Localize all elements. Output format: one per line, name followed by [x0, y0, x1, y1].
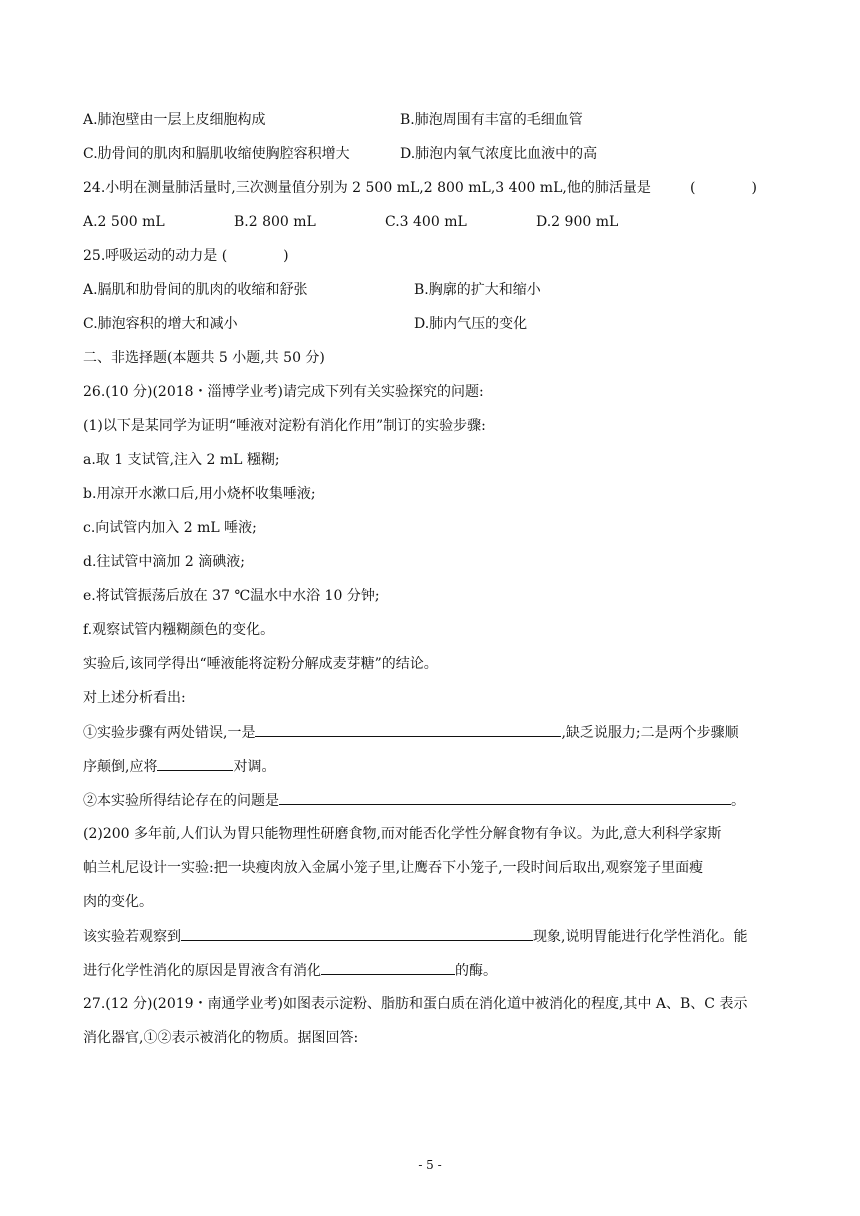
q24-option-b: B.2 800 mL — [234, 214, 316, 230]
q25-option-a: A.膈肌和肋骨间的肌肉的收缩和舒张 — [83, 282, 308, 298]
q26-part3-text-c: 进行化学性消化的原因是胃液含有消化 — [83, 963, 321, 979]
q26-step-a: a.取 1 支试管,注入 2 mL 糨糊; — [83, 452, 280, 468]
q26-analysis-intro: 对上述分析看出: — [83, 690, 186, 706]
q26-part1-intro: (1)以下是某同学为证明“唾液对淀粉有消化作用”制订的实验步骤: — [83, 418, 486, 434]
answer-blank-5[interactable] — [321, 960, 455, 975]
q23-option-a: A.肺泡壁由一层上皮细胞构成 — [83, 112, 266, 128]
answer-blank-3[interactable] — [279, 790, 731, 805]
q26-sub2-line — [83, 790, 745, 811]
q26-part3-text-a: 该实验若观察到 — [83, 929, 181, 945]
q26-step-d: d.往试管中滴加 2 滴碘液; — [83, 554, 245, 570]
q26-sub1-text-a: ①实验步骤有两处错误,一是 — [83, 725, 256, 741]
q26-step-c: c.向试管内加入 2 mL 唾液; — [83, 520, 257, 536]
q26-part2-line3: 肉的变化。 — [83, 894, 153, 910]
q26-conclusion: 实验后,该同学得出“唾液能将淀粉分解成麦芽糖”的结论。 — [83, 656, 438, 672]
q26-part3-line1 — [83, 926, 747, 947]
page-number: - 5 - — [418, 1158, 442, 1172]
q25-stem: 25.呼吸运动的动力是 ( ) — [83, 248, 289, 264]
q26-part3-text-b: 现象,说明胃能进行化学性消化。能 — [533, 929, 748, 945]
q26-sub1-text-c: 序颠倒,应将 — [83, 759, 158, 775]
q26-step-e: e.将试管振荡后放在 37 ℃温水中水浴 10 分钟; — [83, 588, 380, 604]
q25-option-b: B.胸廓的扩大和缩小 — [414, 282, 541, 298]
q23-option-d: D.肺泡内氧气浓度比血液中的高 — [400, 146, 598, 162]
q24-option-a: A.2 500 mL — [83, 214, 165, 230]
q25-option-d: D.肺内气压的变化 — [414, 316, 528, 332]
q26-step-f: f.观察试管内糨糊颜色的变化。 — [83, 622, 275, 638]
q26-part3-text-d: 的酶。 — [455, 963, 497, 979]
q25-option-c: C.肺泡容积的增大和减小 — [83, 316, 238, 332]
q23-option-b: B.肺泡周围有丰富的毛细血管 — [400, 112, 583, 128]
q26-part2-line1: (2)200 多年前,人们认为胃只能物理性研磨食物,而对能否化学性分解食物有争议。为此,意大利科学家斯 — [83, 826, 722, 842]
q26-part3-line2 — [83, 960, 497, 981]
q26-sub2-text-a: ②本实验所得结论存在的问题是 — [83, 793, 279, 809]
q23-option-c: C.肋骨间的肌肉和膈肌收缩使胸腔容积增大 — [83, 146, 350, 162]
answer-blank-4[interactable] — [181, 926, 533, 941]
answer-blank-1[interactable] — [255, 722, 561, 737]
q26-sub1-text-b: ,缺乏说服力;二是两个步骤顺 — [561, 725, 739, 741]
q26-sub1-line2 — [83, 756, 275, 777]
q24-stem: 24.小明在测量肺活量时,三次测量值分别为 2 500 mL,2 800 mL,3 400 mL,他的肺活量是 — [83, 180, 651, 196]
q26-sub1-line1 — [83, 722, 739, 743]
q26-part2-line2: 帕兰札尼设计一实验:把一块瘦肉放入金属小笼子里,让鹰吞下小笼子,一段时间后取出,观察笼子里面瘦 — [83, 860, 704, 876]
answer-blank-2[interactable] — [157, 756, 233, 771]
q24-answer-paren: ( ) — [690, 180, 757, 196]
q26-sub2-text-b: 。 — [731, 793, 745, 809]
section-heading: 二、非选择题(本题共 5 小题,共 50 分) — [83, 350, 325, 366]
q24-option-c: C.3 400 mL — [385, 214, 467, 230]
q24-option-d: D.2 900 mL — [536, 214, 619, 230]
q27-stem-line2: 消化器官,①②表示被消化的物质。据图回答: — [83, 1030, 359, 1046]
q26-step-b: b.用凉开水漱口后,用小烧杯收集唾液; — [83, 486, 316, 502]
q27-stem-line1: 27.(12 分)(2019・南通学业考)如图表示淀粉、脂肪和蛋白质在消化道中被消化的程度,其中 A、B、C 表示 — [83, 996, 748, 1012]
q26-stem: 26.(10 分)(2018・淄博学业考)请完成下列有关实验探究的问题: — [83, 384, 484, 400]
q26-sub1-text-d: 对调。 — [233, 759, 276, 775]
